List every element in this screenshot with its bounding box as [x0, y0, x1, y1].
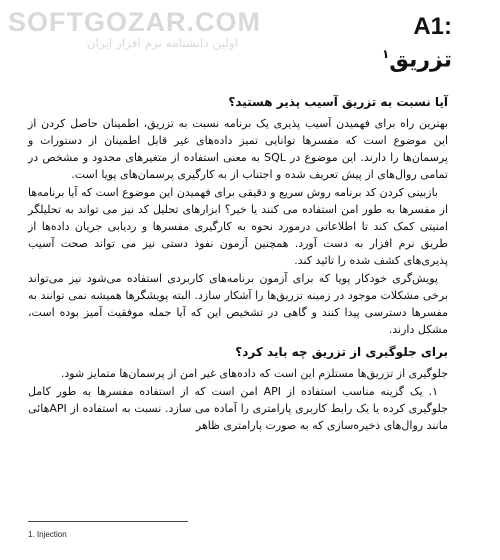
chapter-header — [382, 14, 452, 74]
paragraph: جلوگیری از تزریق‌ها مستلزم این است که داده‌های غیر امن از پرسمان‌ها متمایز شود. — [60, 367, 448, 380]
watermark — [8, 7, 261, 51]
watermark-brand: SOFTGOZAR.COM — [8, 7, 261, 37]
footnote: 1. Injection — [28, 530, 67, 539]
watermark-tagline: اولین دانشنامه نرم افزار ایران — [86, 36, 238, 50]
chapter-title-text: تزریق — [389, 47, 452, 73]
chapter-number: A1: — [413, 13, 452, 40]
chapter-title — [382, 40, 452, 74]
section-heading-prevention: برای جلوگیری از تزریق چه باید کرد؟ — [235, 345, 448, 359]
document-body — [28, 88, 448, 435]
paragraph: بازبینی کردن کد برنامه روش سریع و دقیقی برای فهمیدن این موضوع است که آیا برنامه‌ها از مفسرها به طور امن استفاده می کنند یا خیر؟ ابزارهای تحلیل کد نیز می تواند به تحلیلگر امنیتی کمک کند تا اطلاعاتی درمورد نحوه به کارگیری مفسرها و ردیابی جریان داده‌ها از طریق نرم افزار به دست آورد. همچنین آزمون نفوذ دستی نیز می تواند صحت آسیب پذیری‌های کشف شده را تائید کند. — [28, 186, 448, 267]
paragraph: پویش‌گری خودکار پویا که برای آزمون برنامه‌های کاربردی استفاده می‌شود نیز می‌تواند برخی مشکلات موجود در زمینه تزریق‌ها را آشکار سازد. البته پویشگرها همیشه نمی توانند به مفسرها دسترسی پیدا کنند و گاهی در تشخیص این که آیا حمله موفقیت آمیز بوده است، مشکل دارند. — [28, 272, 448, 336]
footnote-divider — [28, 521, 188, 522]
chapter-footnote-ref: ۱ — [381, 47, 390, 61]
paragraph: ۱. یک گزینه مناسب استفاده از API امن است که از استفاده مفسرها به طور کامل جلوگیری کرده یا یک رابط کاربری پارامتری را آماده می سازد. نسبت به استفاده از APIهائی مانند روال‌های ذخیره‌سازی که به صورت پارامتری ظاهر — [28, 385, 448, 432]
section-heading-vulnerability: آیا نسبت به تزریق آسیب پذیر هستید؟ — [228, 95, 448, 109]
paragraph: بهترین راه برای فهمیدن آسیب پذیری یک برنامه نسبت به تزریق، اطمینان حاصل کردن از این موضوع است که مفسرها توانایی تمیز داده‌های غیر قابل اطمینان از دستورات و پرسمان‌ها را دارند. این موضوع در SQL به معنی استفاده از متغیرهای محدود و مشخص در تمامی روال‌های از پیش تعریف شده و اجتناب از به کارگیری پرسمان‌های پویا است. — [28, 117, 448, 181]
